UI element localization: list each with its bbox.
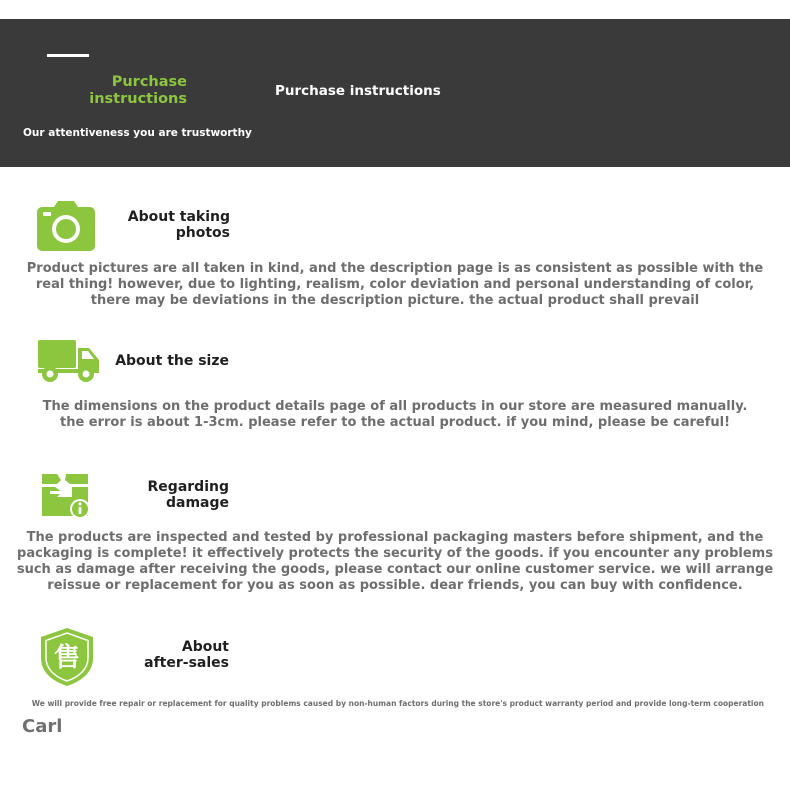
section-heading-damage [100,479,229,511]
delivery-truck-icon [37,338,101,384]
header-divider [47,54,89,57]
text-line: real thing! however, due to lighting, realism, color deviation and personal understanding of color, [35,277,755,292]
after-sales-note: We will provide free repair or replacement for quality problems caused by non-human factors during the store's product warranty period and provide long-term cooperation [31,699,764,708]
section-heading-photos [100,209,230,241]
section-heading-size [100,353,229,369]
text-line: the error is about 1-3cm. please refer to the actual product. if you mind, please be careful! [59,415,731,430]
heading-line: after-sales [144,655,229,671]
heading-line: About the size [115,353,229,369]
header-subtitle: Our attentiveness you are trustworthy [23,127,252,139]
text-line: The products are inspected and tested by professional packaging masters before shipment, and the [26,530,764,545]
camera-icon [36,200,96,252]
section-heading-after-sales [100,639,229,671]
section-text-size [18,399,772,431]
heading-line: Regarding [147,479,229,495]
text-line: The dimensions on the product details page of all products in our store are measured manually. [42,399,748,414]
page-title: Purchase instructions [275,83,441,99]
heading-line: photos [175,225,230,241]
heading-line: About taking [127,209,230,225]
text-line: reissue or replacement for you as soon as possible. dear friends, you can buy with confidence. [47,578,743,593]
heading-line: About [181,639,229,655]
header-banner [0,19,790,167]
damaged-box-icon [40,470,92,520]
text-line: packaging is complete! it effectively protects the security of the goods. if you encounter any problems [17,546,773,561]
header-green-line-1: Purchase [111,74,187,90]
after-sales-shield-icon [38,626,96,688]
text-line: there may be deviations in the description picture. the actual product shall prevail [90,293,700,308]
section-text-damage [15,530,775,594]
section-text-photos [20,261,770,309]
signature: Carl [22,716,63,737]
text-line: such as damage after receiving the goods, please contact our online customer service. we will arrange [16,562,774,577]
header-green-title [60,74,187,108]
heading-line: damage [165,495,229,511]
header-green-line-2: instructions [89,91,187,107]
text-line: Product pictures are all taken in kind, and the description page is as consistent as possible with the [26,261,764,276]
after-sales-glyph: 售 [53,643,81,673]
